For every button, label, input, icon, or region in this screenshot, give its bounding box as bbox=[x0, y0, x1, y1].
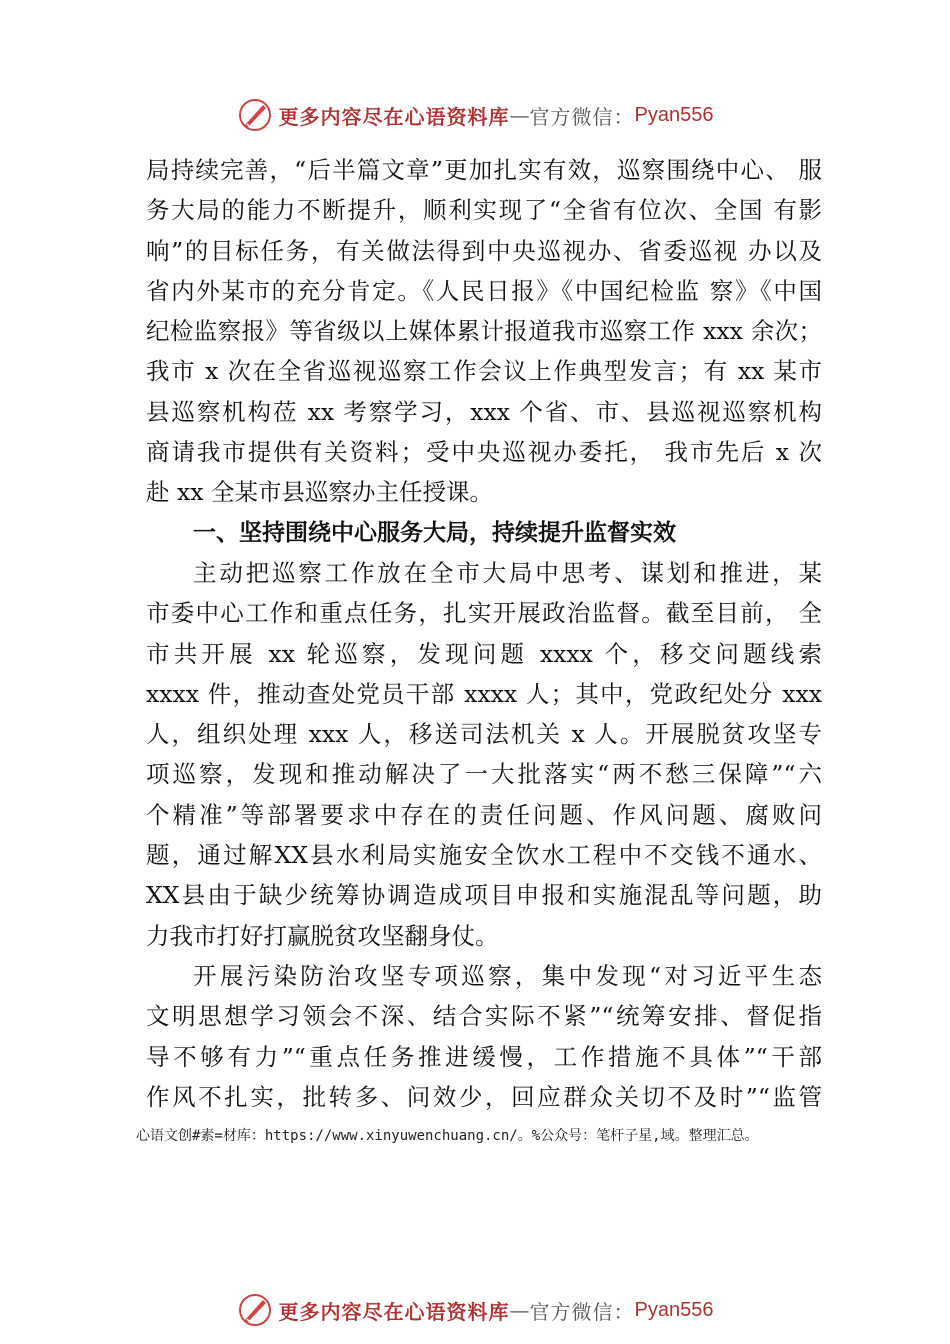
body-line: 县巡察机构莅 xx 考察学习，xxx 个省、市、县巡视巡察机构 bbox=[146, 397, 822, 426]
document-body bbox=[146, 150, 822, 1117]
paragraph-line: 市委中心工作和重点任务，扎实开展政治监督。截至目前， 全 bbox=[146, 599, 822, 628]
body-line: 赴 xx 全某市县巡察办主任授课。 bbox=[146, 478, 493, 507]
banner-separator: — bbox=[509, 1298, 530, 1322]
banner-separator: — bbox=[509, 103, 530, 127]
banner-brand: 更多内容尽在心语资料库 bbox=[278, 1299, 510, 1324]
paragraph-line: 导不够有力”“重点任务推进缓慢，工作措施不具体”“干部 bbox=[146, 1042, 822, 1071]
body-line: 商请我市提供有关资料；受中央巡视办委托， 我市先后 x 次 bbox=[146, 438, 822, 467]
body-line: 我市 x 次在全省巡视巡察工作会议上作典型发言；有 xx 某市 bbox=[146, 357, 822, 386]
header-banner bbox=[0, 95, 950, 135]
quill-seal-logo-icon bbox=[237, 1292, 273, 1328]
paragraph-line: XX县由于缺少统筹协调造成项目申报和实施混乱等问题，助 bbox=[146, 881, 822, 910]
paragraph-line: xxxx 件，推动查处党员干部 xxxx 人；其中，党政纪处分 xxx bbox=[146, 679, 822, 708]
banner-brand: 更多内容尽在心语资料库 bbox=[278, 104, 510, 129]
footer-banner bbox=[0, 1290, 950, 1330]
footer-note: 心语文创#素=材库：https://www.xinyuwenchuang.cn/。%公众号：笔杆子星,域。整理汇总。 bbox=[136, 1128, 759, 1144]
paragraph-line: 开展污染防治攻坚专项巡察，集中发现“对习近平生态 bbox=[193, 961, 822, 990]
banner-wechat-id: Pyan556 bbox=[634, 103, 714, 126]
paragraph-line: 文明思想学习领会不深、结合实际不紧”“统筹安排、督促指 bbox=[146, 1002, 822, 1031]
paragraph-line: 个精准”等部署要求中存在的责任问题、作风问题、腐败问 bbox=[146, 800, 822, 829]
section-heading: 一、坚持围绕中心服务大局，持续提升监督实效 bbox=[193, 519, 676, 546]
paragraph-line: 市共开展 xx 轮巡察，发现问题 xxxx 个，移交问题线索 bbox=[146, 639, 822, 668]
body-line: 务大局的能力不断提升，顺利实现了“全省有位次、全国 有影 bbox=[146, 196, 822, 225]
body-line: 纪检监察报》等省级以上媒体累计报道我市巡察工作 xxx 余次； bbox=[146, 317, 822, 346]
paragraph-line: 力我市打好打赢脱贫攻坚翻身仗。 bbox=[146, 921, 499, 950]
quill-seal-logo-icon bbox=[237, 97, 273, 133]
paragraph-line: 作风不扎实，批转多、问效少，回应群众关切不及时”“监管 bbox=[146, 1082, 822, 1111]
body-line: 省内外某市的充分肯定。《人民日报》《中国纪检监 察》《中国 bbox=[146, 276, 822, 305]
paragraph-line: 题，通过解XX县水利局实施安全饮水工程中不交钱不通水、 bbox=[146, 841, 822, 870]
body-line: 响”的目标任务，有关做法得到中央巡视办、省委巡视 办以及 bbox=[146, 236, 822, 265]
paragraph-line: 人，组织处理 xxx 人，移送司法机关 x 人。开展脱贫攻坚专 bbox=[146, 720, 822, 749]
banner-wechat-id: Pyan556 bbox=[634, 1298, 714, 1321]
paragraph-line: 主动把巡察工作放在全市大局中思考、谋划和推进，某 bbox=[193, 558, 822, 587]
paragraph-line: 项巡察，发现和推动解决了一大批落实“两不愁三保障”“六 bbox=[146, 760, 822, 789]
banner-label: 官方微信： bbox=[529, 104, 635, 129]
body-line: 局持续完善，“后半篇文章”更加扎实有效，巡察围绕中心、 服 bbox=[146, 156, 822, 184]
banner-label: 官方微信： bbox=[529, 1299, 635, 1324]
